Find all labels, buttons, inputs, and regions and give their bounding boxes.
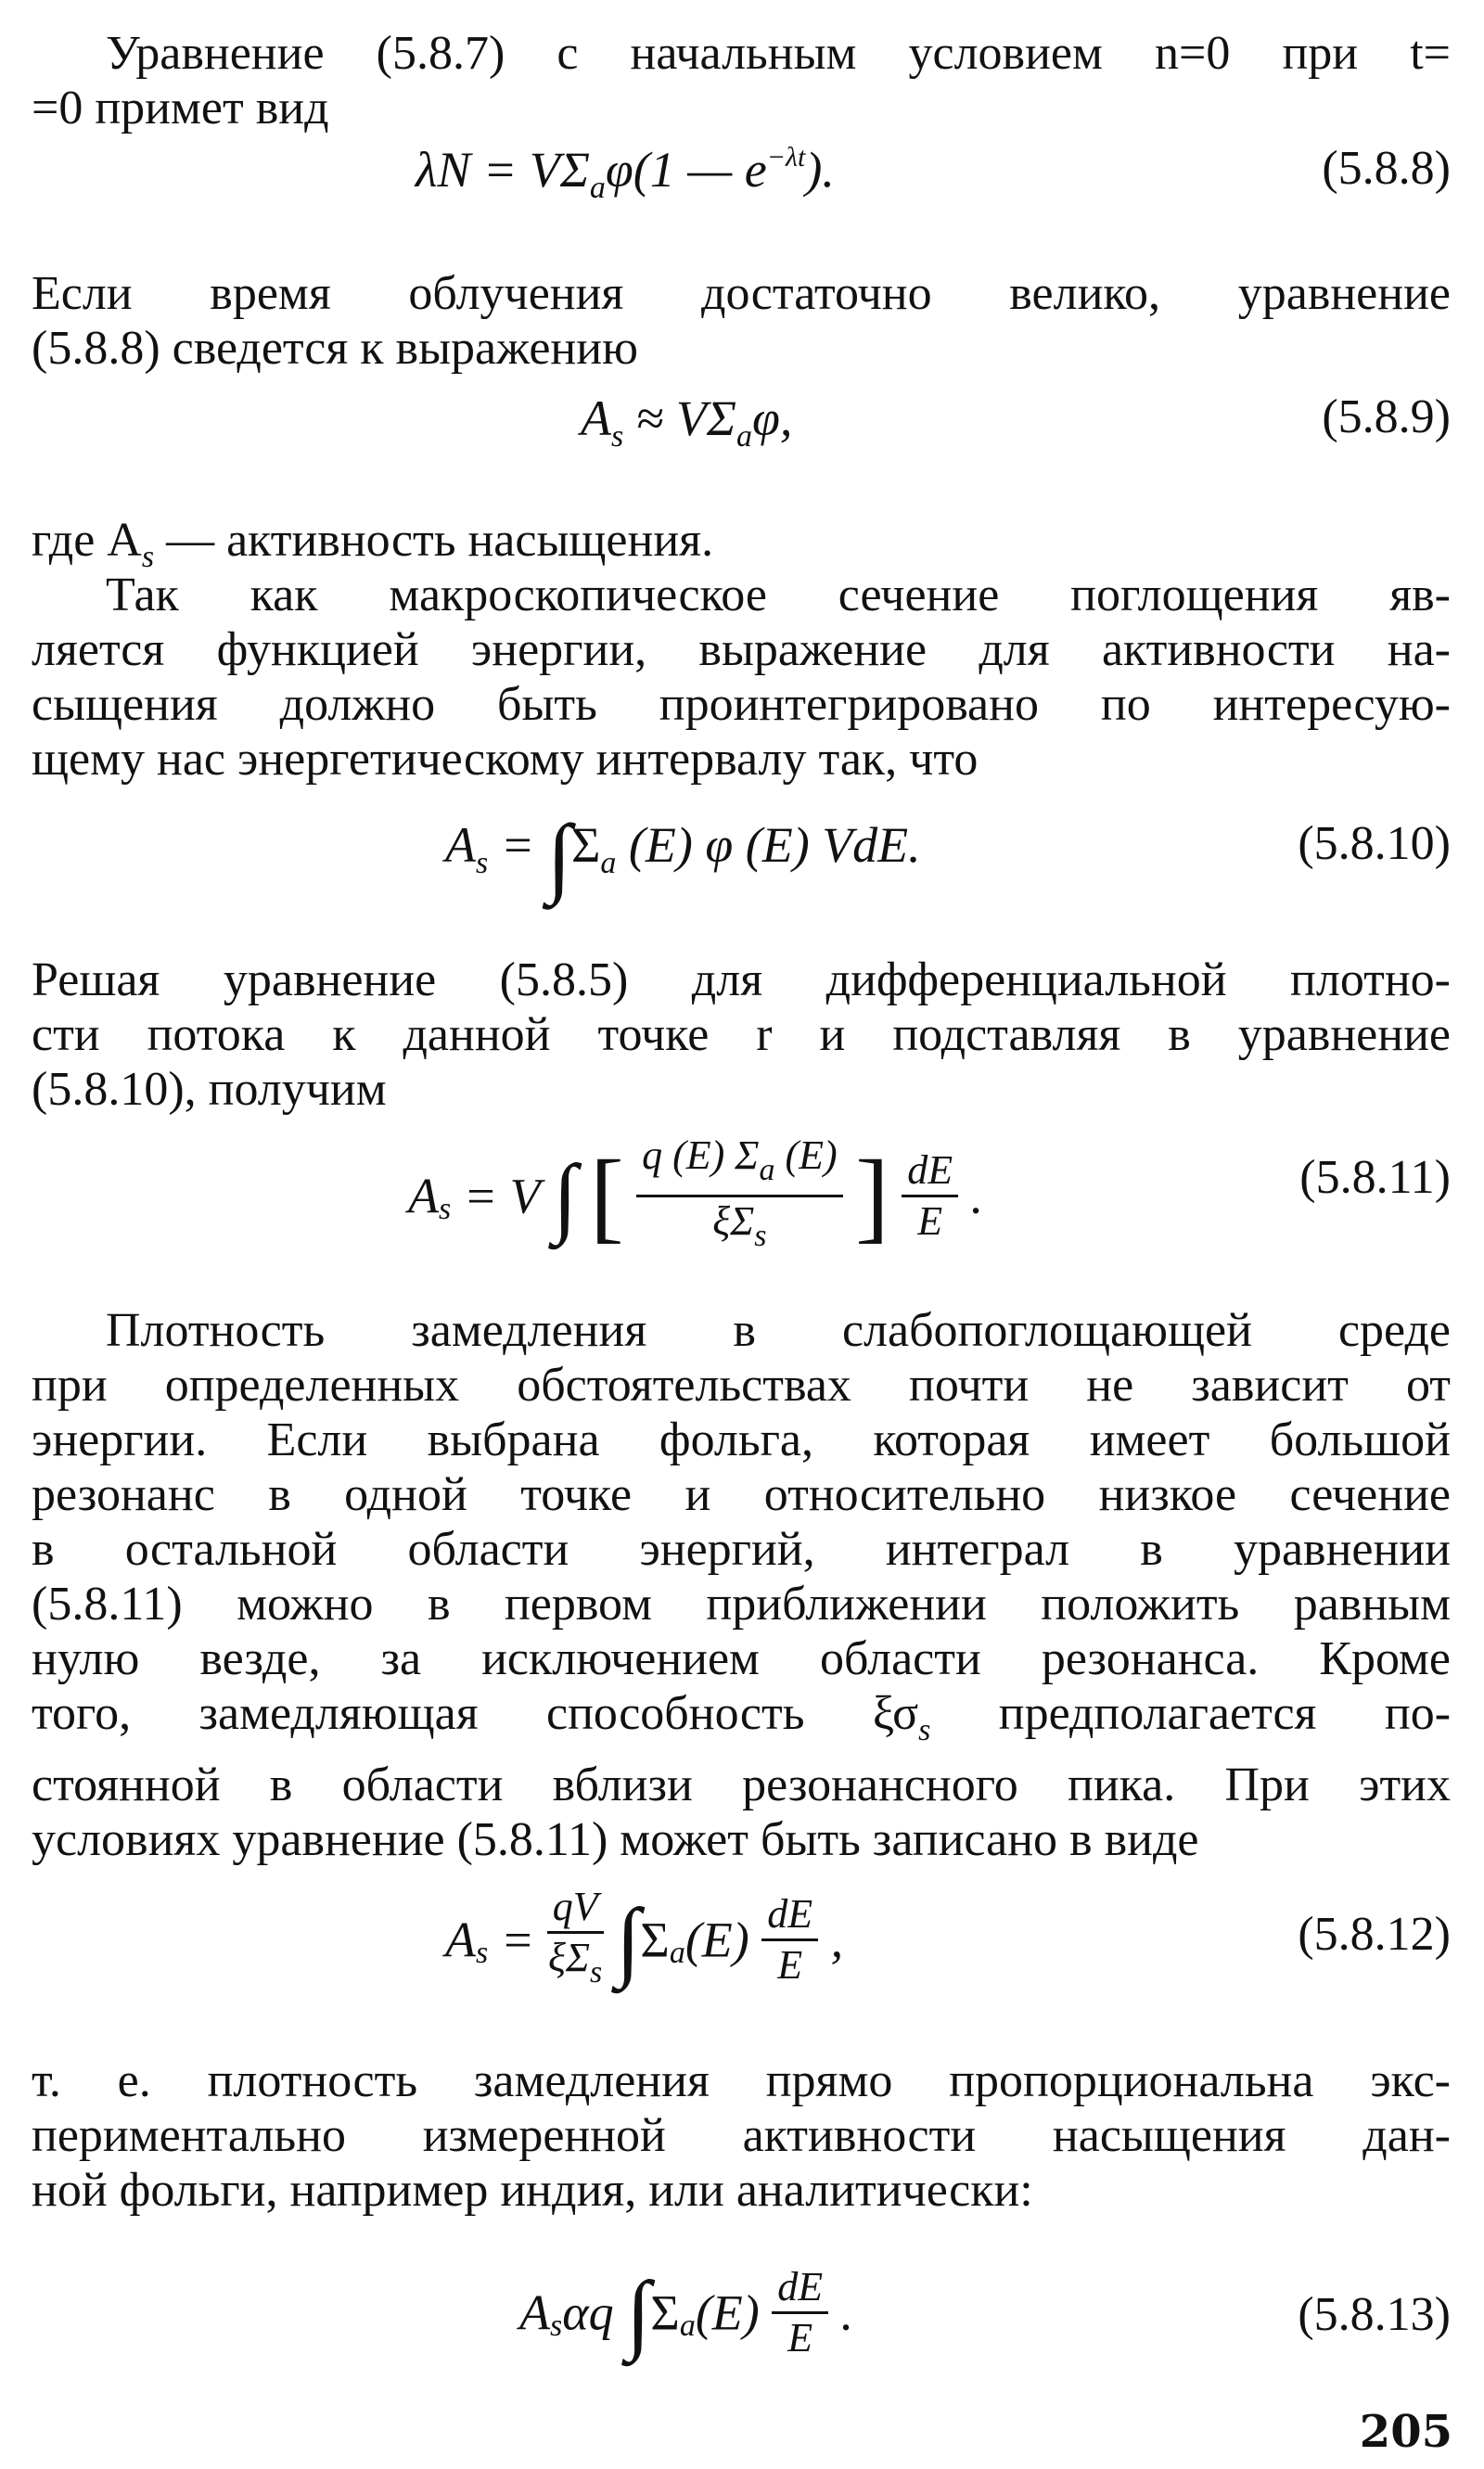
text-line: Плотность замедления в слабопоглощающей среде (106, 1304, 1451, 1357)
text-line: периментально измеренной активности насыщения дан- (32, 2109, 1451, 2162)
text-line: Уравнение (5.8.7) с начальным условием n=0 при t= (106, 27, 1451, 80)
paragraph-5 (32, 953, 1451, 1117)
text-line: Если время облучения достаточно велико, уравнение (32, 267, 1451, 320)
equation-5-8-12: $A_s$ = $\frac{qV}{\xi\Sigma_s}$ $\int\Sigma_a(E)$ $\frac{dE}{E}$ , (5.8.12) (0, 1883, 1484, 2013)
page-number: 205 (1359, 2406, 1452, 2458)
text-line: в остальной области энергий, интеграл в уравнении (32, 1523, 1451, 1576)
text-line: т. е. плотность замедления прямо пропорциональна экс- (32, 2054, 1451, 2107)
paragraph-4 (32, 568, 1451, 787)
text-line: (5.8.8) сведется к выражению (32, 322, 638, 375)
left-bracket: [ (589, 1139, 624, 1252)
integral-sign: ∫ (616, 1889, 641, 1989)
text-line: =0 примет вид (32, 82, 329, 134)
equation-5-8-9: $A_s \approx V\Sigma_a\varphi$, (5.8.9) (581, 390, 1451, 454)
text-line: (5.8.10), получим (32, 1063, 387, 1116)
equation-5-8-8: $\lambda N = V\Sigma_a\varphi(1$ — $e^{-\lambda t}$). (5.8.8) (416, 142, 1451, 205)
fraction: $\frac{dE}{E}$ (902, 1146, 958, 1246)
equation-5-8-13: $A_s\alpha q$ $\int\Sigma_a(E)$ $\frac{dE}{E}$ . (5.8.13) (519, 2262, 1451, 2362)
text-line: ной фольги, например индия, или аналитически: (32, 2164, 1033, 2217)
integral-sign: ∫ (626, 2262, 651, 2362)
text-line: энергии. Если выбрана фольга, которая имеет большой (32, 1414, 1451, 1466)
equation-number: (5.8.13) (1298, 2288, 1451, 2341)
text-line: резонанс в одной точке и относительно низкое сечение (32, 1468, 1451, 1521)
text-line: сти потока к данной точке r и подставляя в уравнение (32, 1008, 1451, 1061)
text-line: условиях уравнение (5.8.11) может быть записано в виде (32, 1813, 1199, 1866)
equation-5-8-10: $A_s = \int\Sigma_a$ (E) φ (E) VdE. (5.8.10) (445, 806, 1451, 905)
text-line: нулю везде, за исключением области резонанса. Кроме (32, 1632, 1451, 1685)
text-line: где $A_s$ — активность насыщения. (32, 514, 714, 574)
equation-5-8-11: $A_s = V$ ∫ [ $\frac{q (E) \Sigma_a (E)}{\xi\Sigma_s}$ ] $\frac{dE}{E}$ . (5.8.11) (0, 1132, 1484, 1261)
text-line: Так как макроскопическое сечение поглощения яв- (106, 569, 1451, 621)
paragraph-6 (32, 1303, 1451, 1867)
text-line: стоянной в области вблизи резонансного пика. При этих (32, 1759, 1451, 1811)
right-bracket: ] (855, 1139, 889, 1252)
text-line: сыщения должно быть проинтегрировано по интересую- (32, 678, 1451, 731)
fraction: $\frac{dE}{E}$ (772, 2263, 828, 2362)
fraction: $\frac{dE}{E}$ (761, 1890, 818, 1989)
equation-number: (5.8.12) (1298, 1908, 1451, 1961)
text-line: (5.8.11) можно в первом приближении положить равным (32, 1578, 1451, 1631)
text-line: щему нас энергетическому интервалу так, что (32, 733, 979, 786)
text-line: ляется функцией энергии, выражение для активности на- (32, 623, 1451, 676)
text-line: Решая уравнение (5.8.5) для дифференциальной плотно- (32, 953, 1451, 1006)
equation-number: (5.8.8) (1322, 142, 1451, 195)
text-line: при определенных обстоятельствах почти не зависит от (32, 1359, 1451, 1412)
fraction: $\frac{q (E) \Sigma_a (E)}{\xi\Sigma_s}$ (636, 1132, 843, 1260)
integral-sign: ∫ (553, 1145, 578, 1246)
integral-sign: ∫ (546, 806, 571, 905)
equation-number: (5.8.11) (1299, 1151, 1451, 1204)
text-line: того, замедляющая способность $\xi\sigma_s$ предполагается по- (32, 1687, 1452, 1747)
equation-number: (5.8.9) (1322, 390, 1451, 443)
equation-number: (5.8.10) (1298, 817, 1451, 870)
fraction: $\frac{qV}{\xi\Sigma_s}$ (548, 1884, 603, 1989)
paragraph-7 (32, 2053, 1451, 2218)
paragraph-1 (32, 26, 1451, 135)
paragraph-2 (32, 266, 1451, 376)
